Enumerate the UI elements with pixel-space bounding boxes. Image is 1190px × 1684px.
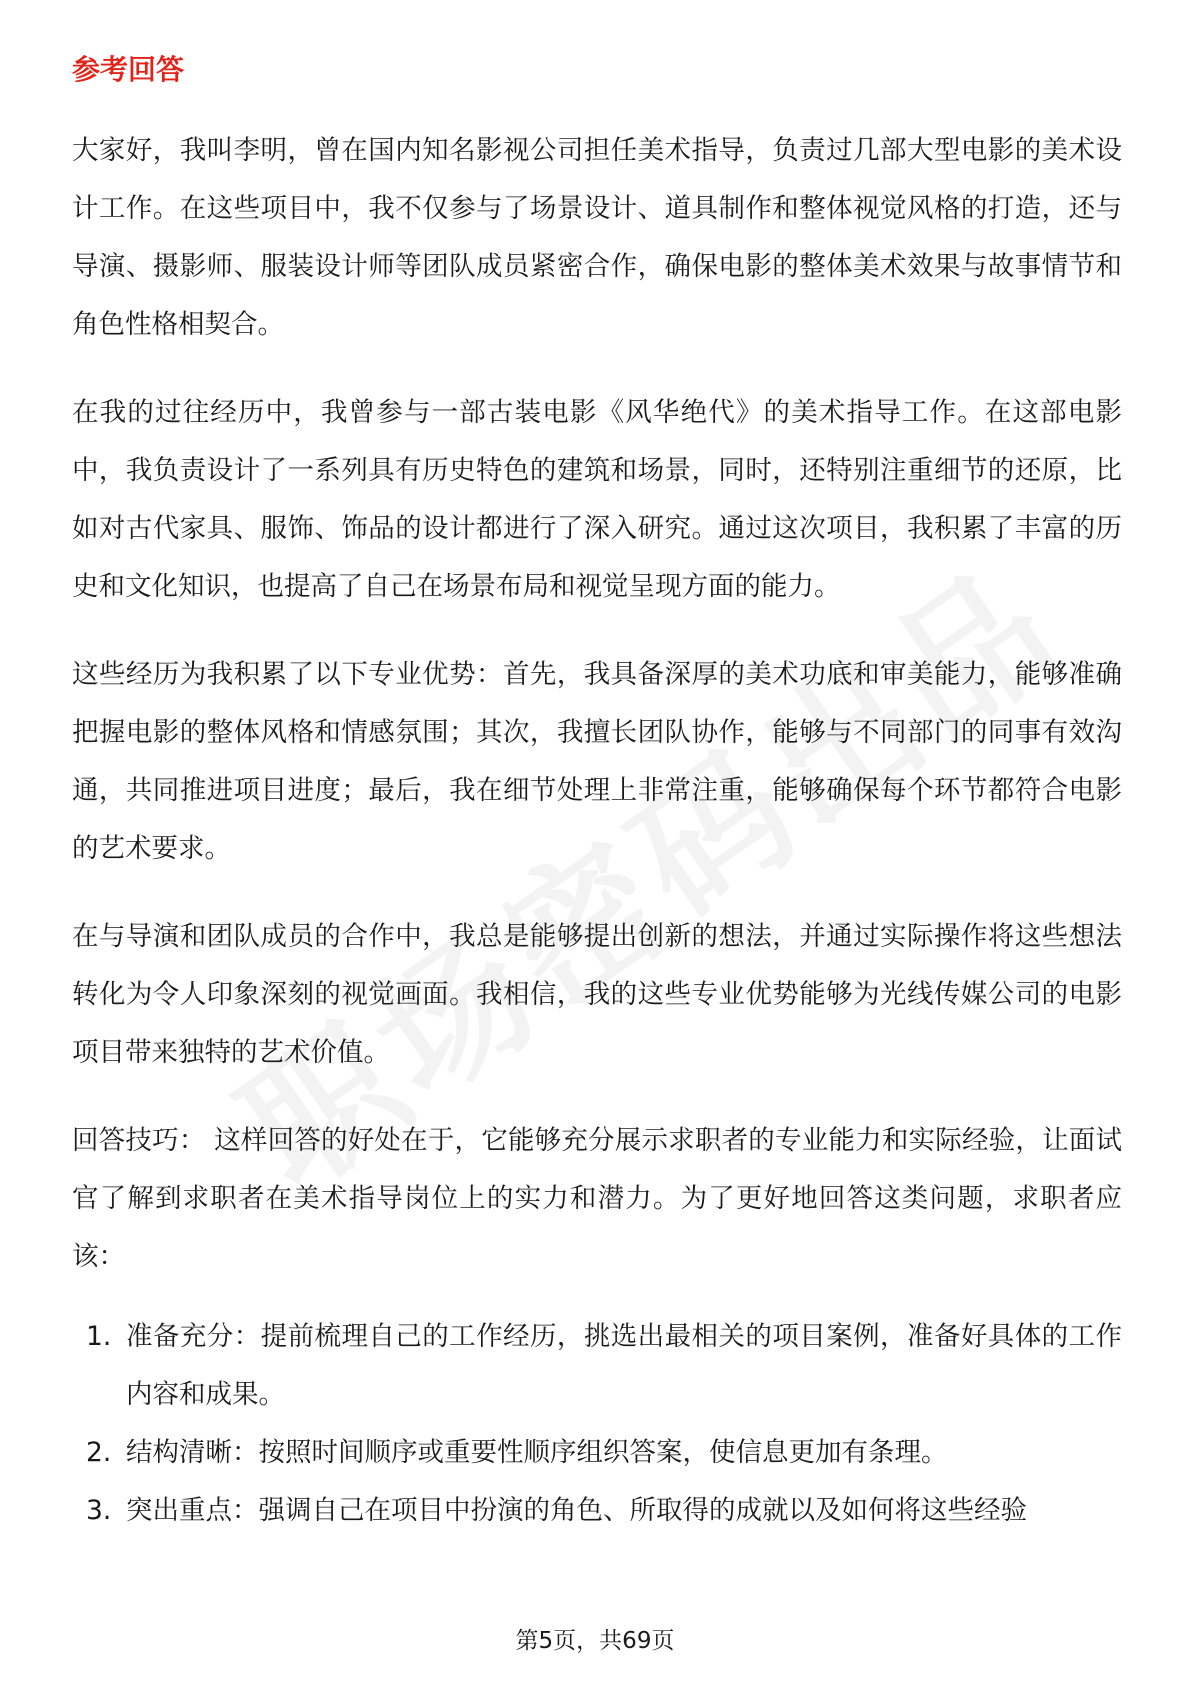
list-item [72, 1424, 1122, 1482]
page-number-footer: 第5页，共69页 [515, 1628, 675, 1654]
list-item-number: 2. [86, 1437, 112, 1468]
paragraph-intro: 大家好，我叫李明，曾在国内知名影视公司担任美术指导，负责过几部大型电影的美术设计工作。在这些项目中，我不仅参与了场景设计、道具制作和整体视觉风格的打造，还与导演、摄影师、服装设计师等团队成员紧密合作，确保电影的整体美术效果与故事情节和角色性格相契合。 [72, 135, 1122, 340]
page-content [72, 50, 1122, 1540]
list-item-text: 准备充分：提前梳理自己的工作经历，挑选出最相关的项目案例，准备好具体的工作内容和成果。 [126, 1321, 1122, 1410]
paragraph-advantages: 这些经历为我积累了以下专业优势：首先，我具备深厚的美术功底和审美能力，能够准确把握电影的整体风格和情感氛围；其次，我擅长团队协作，能够与不同部门的同事有效沟通，共同推进项目进度；最后，我在细节处理上非常注重，能够确保每个环节都符合电影的艺术要求。 [72, 659, 1122, 864]
tips-list [72, 1308, 1122, 1540]
list-item-text: 突出重点：强调自己在项目中扮演的角色、所取得的成就以及如何将这些经验 [126, 1495, 1027, 1526]
paragraph-answer-tips: 回答技巧： 这样回答的好处在于，它能够充分展示求职者的专业能力和实际经验，让面试官了解到求职者在美术指导岗位上的实力和潜力。为了更好地回答这类问题，求职者应该： [72, 1125, 1122, 1272]
paragraph-collaboration: 在与导演和团队成员的合作中，我总是能够提出创新的想法，并通过实际操作将这些想法转化为令人印象深刻的视觉画面。我相信，我的这些专业优势能够为光线传媒公司的电影项目带来独特的艺术价值。 [72, 921, 1122, 1068]
list-item-number: 1. [86, 1321, 112, 1352]
list-item [72, 1308, 1122, 1424]
list-item [72, 1482, 1122, 1540]
list-item-number: 3. [86, 1495, 112, 1526]
paragraph-experience: 在我的过往经历中，我曾参与一部古装电影《风华绝代》的美术指导工作。在这部电影中，我负责设计了一系列具有历史特色的建筑和场景，同时，还特别注重细节的还原，比如对古代家具、服饰、饰品的设计都进行了深入研究。通过这次项目，我积累了丰富的历史和文化知识，也提高了自己在场景布局和视觉呈现方面的能力。 [72, 397, 1122, 602]
section-heading: 参考回答 [72, 53, 185, 86]
list-item-text: 结构清晰：按照时间顺序或重要性顺序组织答案，使信息更加有条理。 [126, 1437, 948, 1468]
